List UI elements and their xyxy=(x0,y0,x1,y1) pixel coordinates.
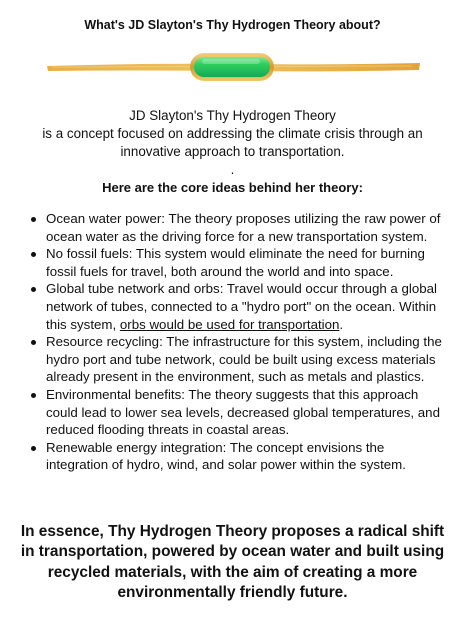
bullet-icon xyxy=(31,340,36,345)
list-item-text: Resource recycling: The infrastructure for this system, including the hydro port and tube network, could be built using excess materials already present in the environment, such as metals and plastics. xyxy=(46,334,442,385)
page-title: What's JD Slayton's Thy Hydrogen Theory about? xyxy=(84,18,381,32)
list-item-text: Environmental benefits: The theory suggests that this approach could lead to lower sea levels, decreased global temperatures, and reduced flooding threats in coastal areas. xyxy=(46,386,440,438)
bullet-icon xyxy=(31,446,36,451)
intro-dot: . xyxy=(230,162,235,177)
list-item-text: No fossil fuels: This system would eliminate the need for burning fossil fuels for travel, both around the world and into space. xyxy=(46,246,425,279)
list-item-text: Ocean water power: The theory proposes utilizing the raw power of ocean water as the driving force for a new transportation system. xyxy=(46,211,441,244)
decorative-divider xyxy=(0,40,465,100)
list-item xyxy=(27,280,443,333)
list-item-text-end: . xyxy=(339,316,344,332)
green-capsule-icon xyxy=(0,40,465,100)
core-ideas-heading: Here are the core ideas behind her theory: xyxy=(102,180,363,195)
bullet-icon xyxy=(31,287,36,292)
list-item-text: Global tube network and orbs: Travel would occur through a global network of tubes, connected to a "hydro port" on the ocean. Within this system, xyxy=(46,281,438,332)
summary-paragraph: In essence, Thy Hydrogen Theory proposes a radical shift in transportation, powered by ocean water and built using recycled materials, with the aim of creating a more environmentally friendly future. xyxy=(20,523,445,601)
core-ideas-list xyxy=(27,210,443,474)
intro-description: is a concept focused on addressing the climate crisis through an innovative approach to transportation. xyxy=(42,126,423,159)
bullet-icon xyxy=(31,252,36,257)
intro-title-line: JD Slayton's Thy Hydrogen Theory xyxy=(129,108,336,123)
list-item xyxy=(27,245,443,280)
list-item xyxy=(27,439,443,474)
underlined-text: orbs would be used for transportation xyxy=(119,316,340,332)
intro-section xyxy=(20,107,445,197)
bullet-icon xyxy=(31,393,36,398)
list-item-text: Renewable energy integration: The concept envisions the integration of hydro, wind, and solar power within the system. xyxy=(46,439,406,473)
list-item xyxy=(27,386,443,439)
list-item xyxy=(27,333,443,386)
list-item xyxy=(27,210,443,245)
bullet-icon xyxy=(31,217,36,222)
